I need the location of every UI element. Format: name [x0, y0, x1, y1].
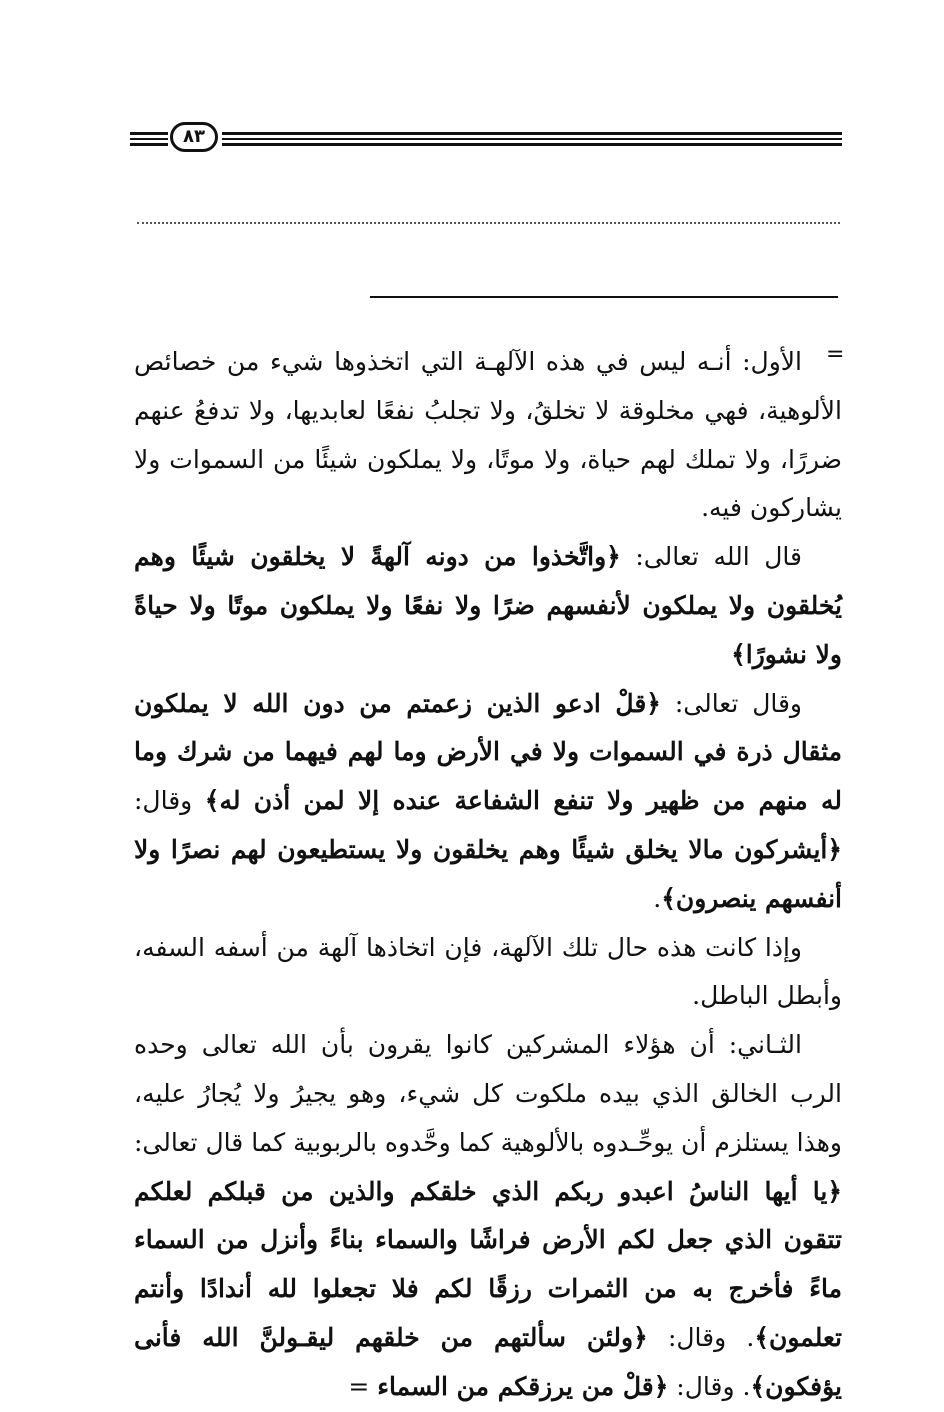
header-rule — [222, 132, 842, 135]
paragraph-text: . — [653, 883, 662, 913]
page-header — [130, 120, 842, 160]
paragraph-quote-1 — [134, 533, 842, 679]
body-text — [134, 338, 845, 1412]
paragraph-text: الثـاني: أن هؤلاء المشركين كانوا يقرون بأن الله تعالى وحده الرب الخالق الذي بيده ملكوت كل شيء، وهو يجيرُ ولا يُجارُ عليه، وهذا يستلزم أن يوحِّـدوه بالألوهية كما وحَّدوه بالربوبية كما قال تعالى: — [134, 1030, 842, 1157]
header-rule — [130, 132, 168, 135]
header-rule — [130, 138, 168, 140]
paragraph-quote-2 — [134, 680, 842, 924]
dotted-divider — [137, 222, 840, 224]
paragraph-text: . وقال: — [647, 1322, 755, 1352]
header-rule — [130, 143, 168, 146]
quran-verse: ﴿قلْ ادعو الذين زعمتم من دون الله لا يملكون مثقال ذرة في السموات ولا في الأرض وما لهم فيهما من شرك وما له منهم من ظهير ولا تنفع الشفاعة عنده إلا لمن أذن له﴾ — [134, 688, 842, 816]
paragraph-text: وقال: — [134, 786, 205, 816]
paragraph-text: الأول: أنـه ليس في هذه الآلهـة التي اتخذوها شيء من خصائص الألوهية، فهي مخلوقة لا تخلقُ، ولا تجلبُ نفعًا لعابديها، ولا تدفعُ عنهم ضررًا، ولا تملك لهم حياة، ولا موتًا، ولا يملكون شيئًا من السموات ولا يشاركون فيه. — [134, 347, 842, 523]
page-number: ٨٣ — [170, 122, 218, 152]
paragraph-conclusion — [134, 924, 842, 1022]
paragraph-text: = — [348, 1371, 378, 1401]
paragraph-text: وقال تعالى: — [660, 688, 802, 718]
quran-verse: ﴿واتَّخذوا من دونه آلهةً لا يخلقون شيئًا وهم يُخلقون ولا يملكون لأنفسهم ضرًا ولا نفعًا ولا يملكون موتًا ولا حياةً ولا نشورًا﴾ — [134, 542, 842, 669]
header-rule — [222, 143, 842, 146]
paragraph-first-reason — [134, 338, 845, 533]
quran-verse: ﴿ولئن سألتهم من خلقهم ليقـولنَّ الله فأنى يؤفكون﴾ — [134, 1322, 842, 1401]
header-rule — [222, 138, 842, 140]
paragraph-text: وإذا كانت هذه حال تلك الآلهة، فإن اتخاذها آلهة من أسفه السفه، وأبطل الباطل. — [134, 932, 842, 1011]
quran-verse: ﴿أيشركون مالا يخلق شيئًا وهم يخلقون ولا يستطيعون لهم نصرًا ولا أنفسهم ينصرون﴾ — [134, 834, 842, 913]
quran-verse: ﴿يا أيها الناسُ اعبدو ربكم الذي خلقكم والذين من قبلكم لعلكم تتقون الذي جعل لكم الأرض فراشًا والسماء بناءً وأنزل من السماء ماءً فأخرج به من الثمرات رزقًا لكم فلا تجعلوا لله أندادًا وأنتم تعلمون﴾ — [134, 1176, 842, 1352]
paragraph-text: قال الله تعالى: — [620, 542, 803, 572]
continuation-mark: = — [826, 342, 845, 367]
paragraph-second-reason — [134, 1021, 842, 1411]
footnote-separator — [370, 296, 838, 298]
quran-verse: ﴿قلْ من يرزقكم من السماء — [377, 1371, 669, 1401]
paragraph-text: . وقال: — [668, 1371, 751, 1401]
